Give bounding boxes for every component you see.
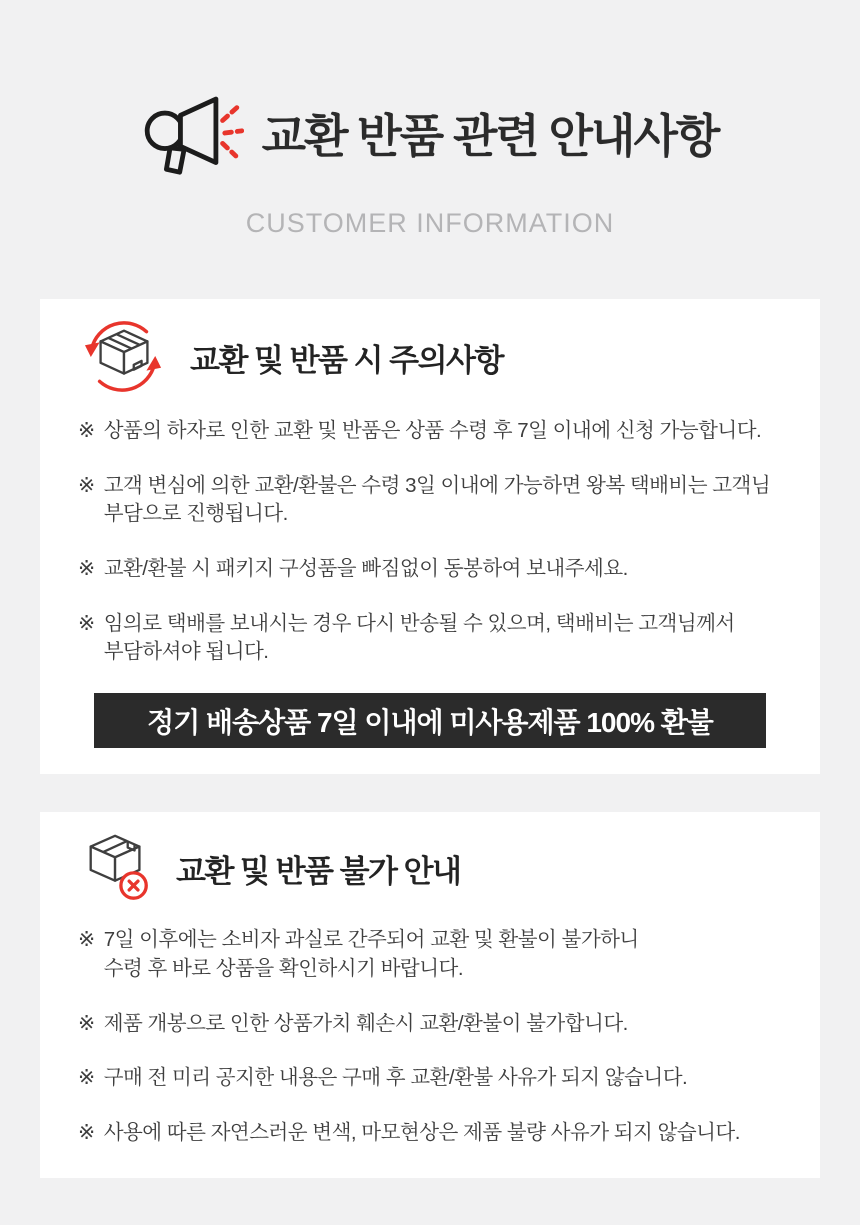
list-item: [78, 472, 782, 529]
note-marker: ※: [78, 557, 95, 581]
refund-banner-text: 정기 배송상품 7일 이내에 미사용제품 100% 환불: [147, 706, 713, 738]
customer-info-header: [0, 0, 860, 239]
exchange-blocked-card: [40, 812, 820, 1177]
megaphone-icon: [142, 88, 244, 184]
refund-banner: [94, 693, 766, 748]
note-marker: ※: [78, 611, 95, 635]
card-title: 교환 및 반품 시 주의사항: [190, 342, 503, 378]
list-item: [78, 1119, 782, 1148]
note-text: 상품의 하자로 인한 교환 및 반품은 상품 수령 후 7일 이내에 신청 가능합니다.: [103, 419, 762, 442]
exchange-notice-heading: [78, 317, 782, 397]
list-item: [78, 926, 782, 983]
note-marker: ※: [78, 1066, 95, 1090]
note-marker: ※: [78, 473, 95, 497]
exchange-blocked-list: [78, 926, 782, 1147]
exchange-blocked-heading: [78, 830, 782, 906]
note-text: 구매 전 미리 공지한 내용은 구매 후 교환/환불 사유가 되지 않습니다.: [103, 1066, 688, 1090]
list-item: [78, 1010, 782, 1039]
note-text: 7일 이후에는 소비자 과실로 간주되어 교환 및 환불이 불가하니 수령 후 바로 상품을 확인하시기 바랍니다.: [103, 928, 639, 980]
note-text: 고객 변심에 의한 교환/환불은 수령 3일 이내에 가능하면 왕복 택배비는 고객님 부담으로 진행됩니다.: [103, 473, 771, 526]
note-text: 임의로 택배를 보내시는 경우 다시 반송될 수 있으며, 택배비는 고객님께서 부담하셔야 됩니다.: [103, 611, 735, 664]
list-item: [78, 555, 782, 584]
page-subtitle: CUSTOMER INFORMATION: [245, 208, 615, 238]
card-title: 교환 및 반품 불가 안내: [176, 853, 461, 889]
note-marker: ※: [78, 1011, 95, 1035]
list-item: [78, 417, 782, 446]
note-text: 제품 개봉으로 인한 상품가치 훼손시 교환/환불이 불가합니다.: [103, 1011, 628, 1035]
note-text: 사용에 따른 자연스러운 변색, 마모현상은 제품 불량 사유가 되지 않습니다.: [103, 1120, 740, 1144]
note-marker: ※: [78, 419, 95, 442]
list-item: [78, 1064, 782, 1093]
page-title: 교환 반품 관련 안내사항: [261, 109, 719, 162]
note-text: 교환/환불 시 패키지 구성품을 빠짐없이 동봉하여 보내주세요.: [103, 557, 628, 581]
note-marker: ※: [78, 1120, 95, 1144]
box-blocked-icon: [78, 830, 156, 906]
note-marker: ※: [78, 928, 95, 952]
list-item: [78, 610, 782, 667]
exchange-notice-card: [40, 299, 820, 774]
box-exchange-icon: [78, 317, 170, 397]
exchange-notice-list: [78, 417, 782, 667]
